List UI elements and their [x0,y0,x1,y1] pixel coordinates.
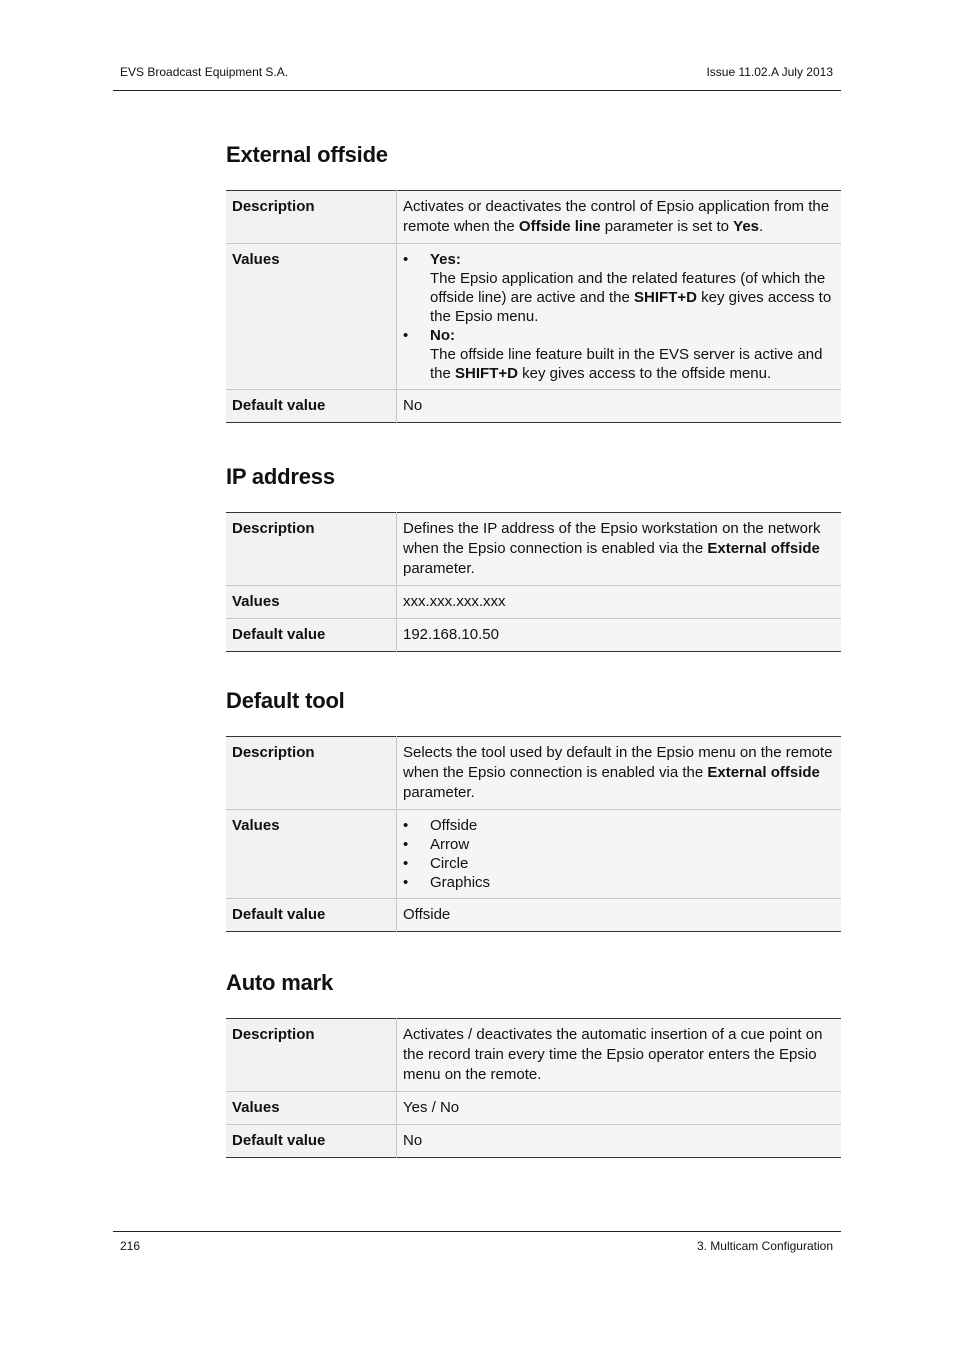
row-values [226,586,841,619]
row-value: No [397,390,842,423]
list-item [403,250,835,326]
page-header [113,65,841,91]
desc-bold: External offside [707,764,820,781]
desc-text: Activates or deactivates the control of Epsio application from the remote when the [403,198,830,235]
row-label: Default value [226,899,397,932]
value-text: The Epsio application and the related features (of which the offside line) are active and the [430,270,826,306]
row-default [226,1125,841,1158]
param-table [226,512,841,652]
desc-bold: External offside [707,540,820,557]
value-bold: SHIFT+D [455,365,518,382]
section-external-offside [226,142,841,423]
row-value [397,810,842,899]
header-company: EVS Broadcast Equipment S.A. [120,65,289,79]
row-label: Description [226,737,397,810]
row-label: Values [226,244,397,390]
section-title: Auto mark [226,970,333,995]
row-label: Values [226,586,397,619]
row-label: Values [226,1092,397,1125]
page-number: 216 [120,1239,141,1253]
list-item: • Arrow [403,835,835,854]
row-description [226,191,841,244]
section-auto-mark [226,970,841,1158]
row-default [226,390,841,423]
param-table [226,190,841,423]
desc-text: parameter. [403,784,475,801]
row-label: Default value [226,619,397,652]
list-item: • Offside [403,816,835,835]
section-title: Default tool [226,688,345,713]
row-value [397,244,842,390]
row-value: Yes / No [397,1092,842,1125]
header-issue: Issue 11.02.A July 2013 [706,65,833,79]
list-item: • Circle [403,854,835,873]
page-footer [113,1231,841,1253]
section-ip-address [226,464,841,652]
row-value: 192.168.10.50 [397,619,842,652]
value-text: key gives access to the offside menu. [517,365,772,382]
desc-bold: Offside line [518,218,601,235]
param-table [226,736,841,932]
row-values [226,810,841,899]
param-table [226,1018,841,1158]
row-value [397,513,842,586]
row-value: Offside [397,899,842,932]
desc-bold: Yes [733,218,760,235]
row-label: Default value [226,1125,397,1158]
value-text: The offside line feature built in the EVS server is active and the [430,346,823,382]
row-default [226,899,841,932]
desc-text: . [759,218,764,235]
chapter-title: 3. Multicam Configuration [696,1239,833,1253]
row-values [226,1092,841,1125]
desc-text: Defines the IP address of the Epsio workstation on the network when the Epsio connection is enabled via the [403,520,821,557]
row-label: Description [226,191,397,244]
row-label: Default value [226,390,397,423]
list-item [403,326,835,383]
section-title: External offside [226,142,388,167]
values-list [403,250,835,383]
row-value: No [397,1125,842,1158]
row-description [226,1019,841,1092]
desc-text: parameter is set to [600,218,734,235]
row-value [397,737,842,810]
desc-text: parameter. [403,560,475,577]
row-values [226,244,841,390]
row-label: Values [226,810,397,899]
list-item: • Graphics [403,873,835,892]
value-head: Yes: [430,251,461,268]
value-text: key gives access to the Epsio menu. [430,289,832,325]
row-description [226,513,841,586]
row-description [226,737,841,810]
row-default [226,619,841,652]
section-title: IP address [226,464,335,489]
value-head: No: [430,327,455,344]
row-label: Description [226,1019,397,1092]
row-label: Description [226,513,397,586]
row-value: xxx.xxx.xxx.xxx [397,586,842,619]
desc-text: Selects the tool used by default in the Epsio menu on the remote when the Epsio connection is enabled via the [403,744,833,781]
row-value: Activates / deactivates the automatic insertion of a cue point on the record train every time the Epsio operator enters the Epsio menu on the remote. [397,1019,842,1092]
row-value [397,191,842,244]
value-bold: SHIFT+D [634,289,697,306]
values-list [403,816,835,892]
section-default-tool [226,688,841,932]
